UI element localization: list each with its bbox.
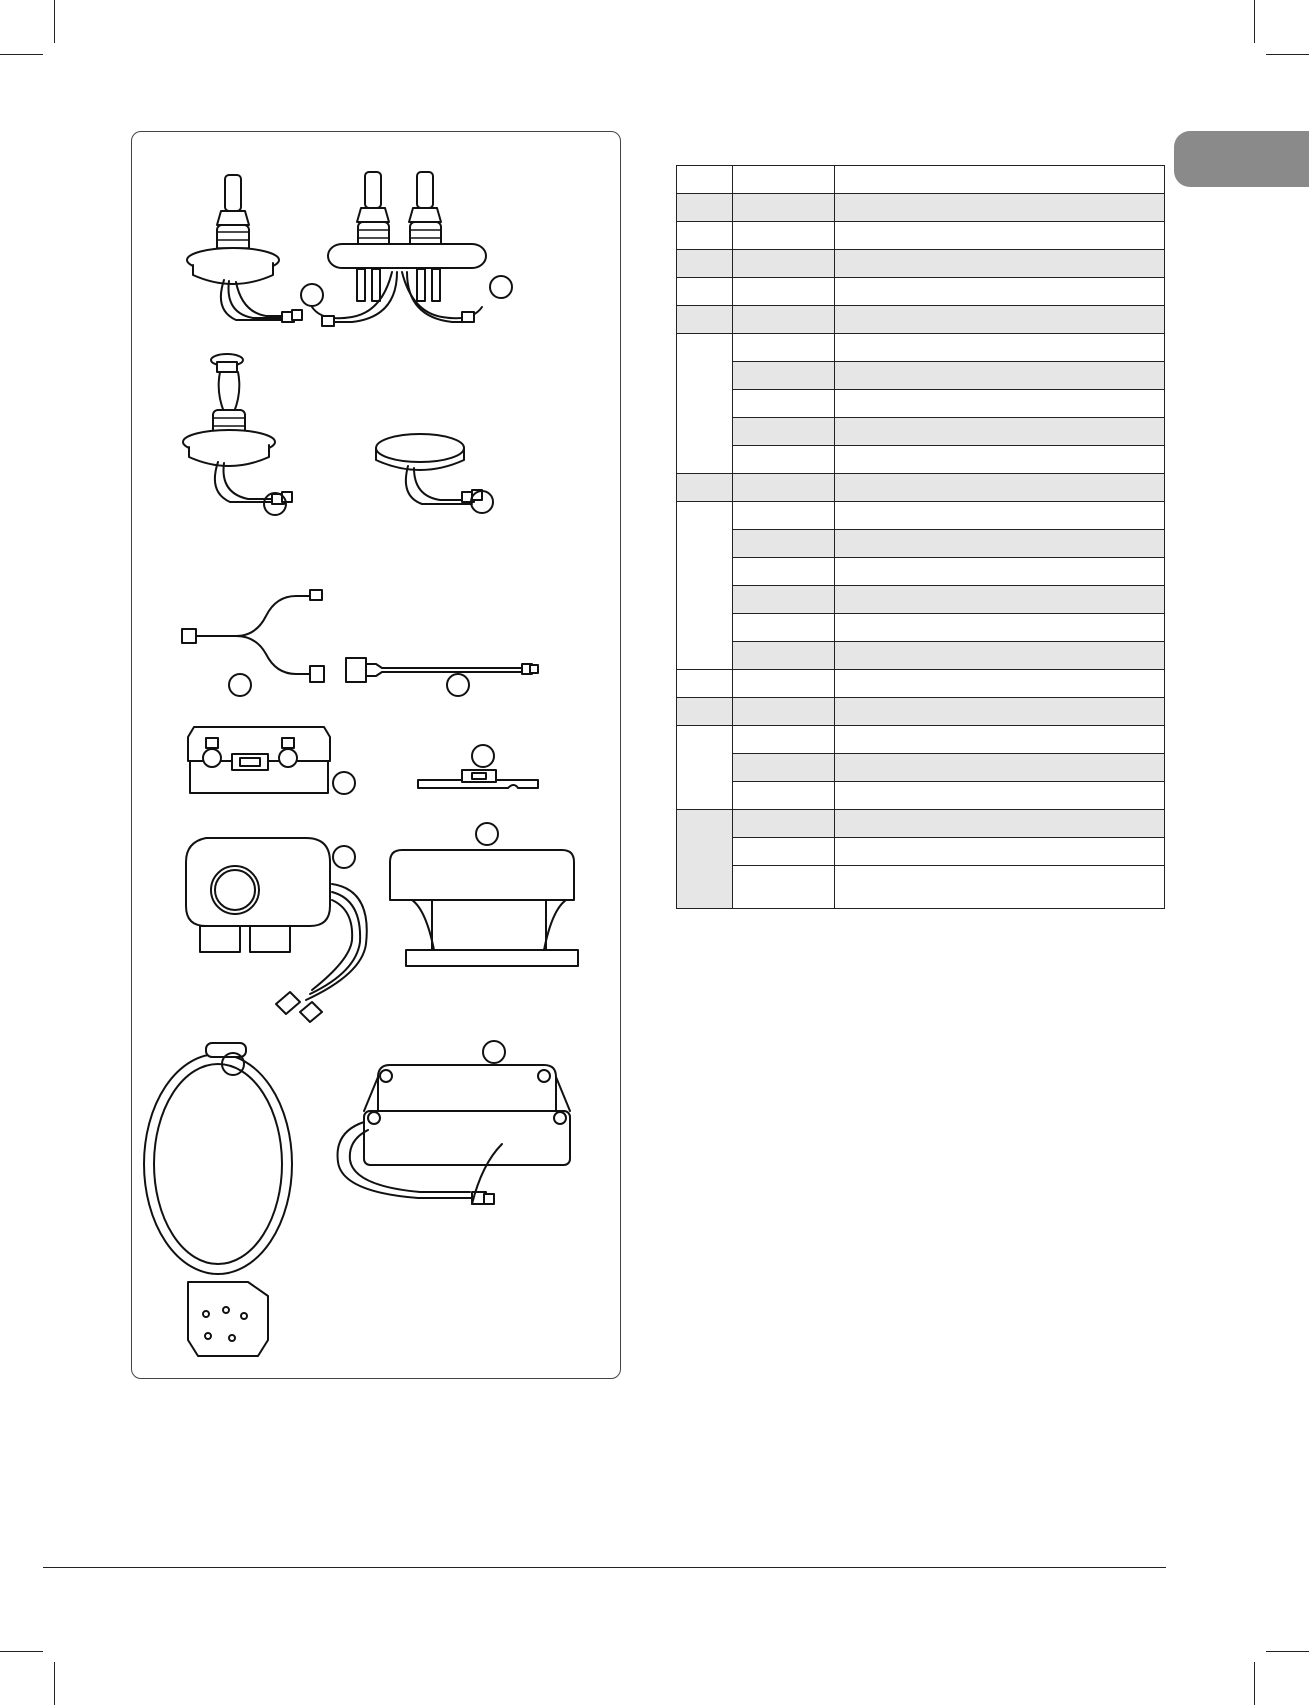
callout-marker: [229, 674, 251, 696]
table-row: [677, 250, 1165, 278]
single-joystick-illustration: [187, 175, 302, 322]
callout-marker: [483, 1041, 505, 1063]
table-row: [677, 642, 1165, 670]
table-row: [677, 390, 1165, 418]
table-row: [677, 810, 1165, 838]
table-row: [677, 502, 1165, 530]
callout-marker: [333, 846, 355, 868]
fuse-holder-illustration: [188, 727, 330, 793]
table-row: [677, 558, 1165, 586]
callout-marker: [301, 284, 323, 306]
parts-illustration-panel: [131, 131, 621, 1379]
footer-divider: [43, 1567, 1166, 1568]
push-button-illustration: [376, 434, 482, 504]
table-row: [677, 334, 1165, 362]
table-row: [677, 530, 1165, 558]
y-splitter-cable-illustration: [182, 590, 324, 682]
table-row: [677, 474, 1165, 502]
table-row: [677, 418, 1165, 446]
fuse-bracket-illustration: [418, 770, 538, 788]
table-row: [677, 782, 1165, 810]
table-row: [677, 670, 1165, 698]
table-row: [677, 754, 1165, 782]
extension-cable-illustration: [346, 658, 538, 682]
table-row: [677, 222, 1165, 250]
table-row: [677, 866, 1165, 909]
mounting-strap-illustration: [144, 1043, 292, 1356]
callout-marker: [447, 674, 469, 696]
table-row: [677, 194, 1165, 222]
dual-joystick-illustration: [312, 172, 486, 326]
table-row: [677, 166, 1165, 194]
joystick-with-button-illustration: [183, 354, 292, 504]
callout-marker: [333, 772, 355, 794]
table-row: [677, 586, 1165, 614]
table-row: [677, 446, 1165, 474]
motor-control-unit-illustration: [186, 838, 367, 1022]
table-row: [677, 362, 1165, 390]
table-row: [677, 698, 1165, 726]
table-row: [677, 306, 1165, 334]
table-row: [677, 838, 1165, 866]
table-row: [677, 726, 1165, 754]
callout-marker: [490, 276, 512, 298]
callout-marker: [472, 745, 494, 767]
callout-marker: [476, 823, 498, 845]
parts-table: [676, 165, 1165, 909]
table-row: [677, 614, 1165, 642]
section-tab: [1174, 131, 1309, 187]
control-box-illustration: [338, 1065, 570, 1204]
mount-cover-illustration: [390, 850, 578, 966]
table-row: [677, 278, 1165, 306]
